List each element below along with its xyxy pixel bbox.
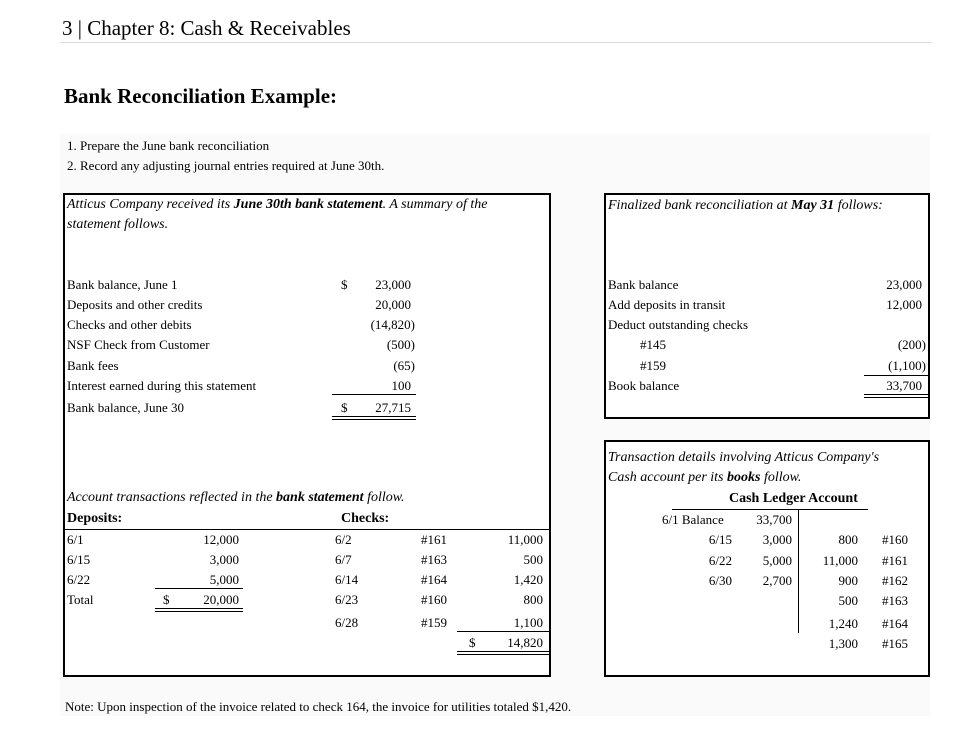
header-separator: | bbox=[77, 16, 82, 40]
ledger-credit-check: #163 bbox=[882, 593, 908, 608]
deposits-total-label: Total bbox=[67, 592, 94, 607]
ledger-credit-check: #165 bbox=[882, 636, 908, 651]
ledger-debit-date: 6/22 bbox=[708, 553, 732, 568]
deposit-date: 6/15 bbox=[67, 552, 91, 567]
checks-debits-label: Checks and other debits bbox=[67, 317, 192, 332]
book-balance-label: Book balance bbox=[608, 378, 680, 393]
checks-total-rule-bottom bbox=[457, 654, 549, 655]
deposit-total-rule-top bbox=[155, 608, 243, 609]
check-number: #164 bbox=[421, 572, 447, 587]
ledger-intro-2 bbox=[608, 470, 801, 486]
bank-fees-label: Bank fees bbox=[67, 358, 119, 373]
ledger-credit-amount: 800 bbox=[838, 532, 858, 547]
acct-intro-end: follow. bbox=[363, 490, 405, 505]
ledger-credit-amount: 1,240 bbox=[828, 616, 858, 631]
book-balance-value: 33,700 bbox=[886, 378, 922, 393]
checks-total-rule-top bbox=[457, 651, 549, 652]
ledger-debit-amount: 33,700 bbox=[756, 512, 792, 527]
ledger-debit-date: 6/30 bbox=[708, 573, 732, 588]
check-number: #160 bbox=[421, 592, 447, 607]
bank-statement-box bbox=[63, 193, 551, 677]
book-total-rule-top bbox=[864, 394, 928, 395]
cash-ledger-box bbox=[604, 440, 930, 677]
ledger-credit-amount: 500 bbox=[838, 593, 858, 608]
nsf-check-value: (500) bbox=[386, 337, 415, 352]
ledger-intro-1: Transaction details involving Atticus Company's bbox=[608, 450, 880, 465]
ledger-intro-emphasis: books bbox=[727, 470, 761, 485]
check-number: #159 bbox=[421, 615, 447, 630]
ledger-debit-amount: 5,000 bbox=[762, 553, 792, 568]
deposit-total-rule-bottom bbox=[155, 611, 243, 612]
checks-debits-value: (14,820) bbox=[370, 317, 415, 332]
acct-intro-text: Account transactions reflected in the bbox=[67, 490, 277, 505]
dollar-sign: $ bbox=[163, 592, 170, 607]
ledger-credit-amount: 900 bbox=[838, 573, 858, 588]
acct-intro-emphasis: bank statement bbox=[276, 490, 364, 505]
ledger-credit-check: #161 bbox=[882, 553, 908, 568]
total-rule-bottom bbox=[332, 419, 416, 420]
total-rule-top bbox=[332, 416, 416, 417]
header-divider bbox=[60, 42, 932, 43]
outstanding-check-number: #145 bbox=[640, 337, 666, 352]
page-title: Bank Reconciliation Example: bbox=[64, 84, 338, 108]
check-amount: 800 bbox=[523, 592, 543, 607]
interest-value: 100 bbox=[391, 378, 411, 393]
ledger-credit-check: #164 bbox=[882, 616, 908, 631]
check-date: 6/23 bbox=[335, 592, 359, 607]
check-amount: 11,000 bbox=[507, 532, 543, 547]
instruction-1: 1. Prepare the June bank reconciliation bbox=[67, 138, 270, 153]
ledger-debit-amount: 3,000 bbox=[762, 532, 792, 547]
page-header bbox=[62, 16, 351, 41]
deposit-date: 6/22 bbox=[67, 572, 91, 587]
check-amount: 1,100 bbox=[513, 615, 543, 630]
bank-statement-intro-2: statement follows. bbox=[67, 217, 169, 232]
may-intro-end: follows: bbox=[834, 198, 883, 213]
bank-statement-intro bbox=[67, 197, 488, 213]
dollar-sign: $ bbox=[469, 635, 476, 650]
dollar-sign: $ bbox=[341, 277, 348, 292]
ledger-intro-end: follow. bbox=[760, 470, 802, 485]
intro-emphasis: June 30th bank statement bbox=[233, 197, 383, 212]
check-date: 6/28 bbox=[335, 615, 359, 630]
bank-balance-june1-value: 23,000 bbox=[375, 277, 411, 292]
may-rec-intro bbox=[608, 198, 883, 214]
bank-balance-june30-label: Bank balance, June 30 bbox=[67, 400, 184, 415]
bank-balance-june1-label: Bank balance, June 1 bbox=[67, 277, 178, 292]
ledger-debit-amount: 2,700 bbox=[762, 573, 792, 588]
outstanding-check-number: #159 bbox=[640, 358, 666, 373]
may-bank-balance-label: Bank balance bbox=[608, 277, 679, 292]
ledger-credit-check: #162 bbox=[882, 573, 908, 588]
checks-total-value: 14,820 bbox=[507, 635, 543, 650]
deposits-header: Deposits: bbox=[67, 511, 123, 526]
deposits-credits-value: 20,000 bbox=[375, 297, 411, 312]
may-intro-emphasis: May 31 bbox=[791, 198, 835, 213]
bank-fees-value: (65) bbox=[393, 358, 415, 373]
may-subtotal-rule bbox=[864, 375, 928, 376]
deposit-subtotal-rule bbox=[155, 588, 243, 589]
intro-text-end: . A summary of the bbox=[382, 197, 488, 212]
deposits-in-transit-value: 12,000 bbox=[886, 297, 922, 312]
interest-label: Interest earned during this statement bbox=[67, 378, 257, 393]
dollar-sign: $ bbox=[341, 400, 348, 415]
intro-text: Atticus Company received its bbox=[67, 197, 234, 212]
may-intro-text: Finalized bank reconciliation at bbox=[608, 198, 792, 213]
chapter-title: Chapter 8: Cash & Receivables bbox=[87, 16, 351, 40]
deposit-date: 6/1 bbox=[67, 532, 84, 547]
deposits-total-value: 20,000 bbox=[203, 592, 239, 607]
ledger-debit-date: 6/1 Balance bbox=[662, 512, 724, 527]
ledger-credit-amount: 1,300 bbox=[828, 636, 858, 651]
page-number: 3 bbox=[62, 16, 73, 40]
ledger-debit-date: 6/15 bbox=[708, 532, 732, 547]
checks-header: Checks: bbox=[341, 511, 390, 526]
check-number: #161 bbox=[421, 532, 447, 547]
bank-balance-june30-value: 27,715 bbox=[375, 400, 411, 415]
instruction-2: 2. Record any adjusting journal entries required at June 30th. bbox=[67, 158, 385, 173]
account-transactions-intro bbox=[67, 490, 405, 506]
outstanding-check-amount: (1,100) bbox=[888, 358, 926, 373]
nsf-check-label: NSF Check from Customer bbox=[67, 337, 210, 352]
ledger-credit-amount: 11,000 bbox=[822, 553, 858, 568]
t-account-top-rule bbox=[672, 509, 868, 510]
deposit-amount: 5,000 bbox=[209, 572, 239, 587]
check-amount: 1,420 bbox=[513, 572, 543, 587]
check-date: 6/14 bbox=[335, 572, 359, 587]
outstanding-checks-label: Deduct outstanding checks bbox=[608, 317, 749, 332]
outstanding-check-amount: (200) bbox=[897, 337, 926, 352]
t-account-center-rule bbox=[798, 509, 799, 633]
check-amount: 500 bbox=[523, 552, 543, 567]
check-date: 6/2 bbox=[335, 532, 352, 547]
deposits-in-transit-label: Add deposits in transit bbox=[608, 297, 726, 312]
ledger-intro-text: Cash account per its bbox=[608, 470, 727, 485]
check-number: #163 bbox=[421, 552, 447, 567]
may-reconciliation-box bbox=[604, 193, 930, 419]
ledger-credit-check: #160 bbox=[882, 532, 908, 547]
footnote: Note: Upon inspection of the invoice related to check 164, the invoice for utilities totaled $1,420. bbox=[65, 699, 572, 714]
deposit-amount: 12,000 bbox=[203, 532, 239, 547]
checks-subtotal-rule bbox=[457, 631, 549, 632]
table-header-rule bbox=[65, 529, 551, 530]
check-date: 6/7 bbox=[335, 552, 352, 567]
deposit-amount: 3,000 bbox=[209, 552, 239, 567]
subtotal-rule bbox=[332, 394, 416, 395]
may-bank-balance-value: 23,000 bbox=[886, 277, 922, 292]
book-total-rule-bottom bbox=[864, 397, 928, 398]
deposits-credits-label: Deposits and other credits bbox=[67, 297, 203, 312]
ledger-title: Cash Ledger Account bbox=[729, 491, 858, 506]
